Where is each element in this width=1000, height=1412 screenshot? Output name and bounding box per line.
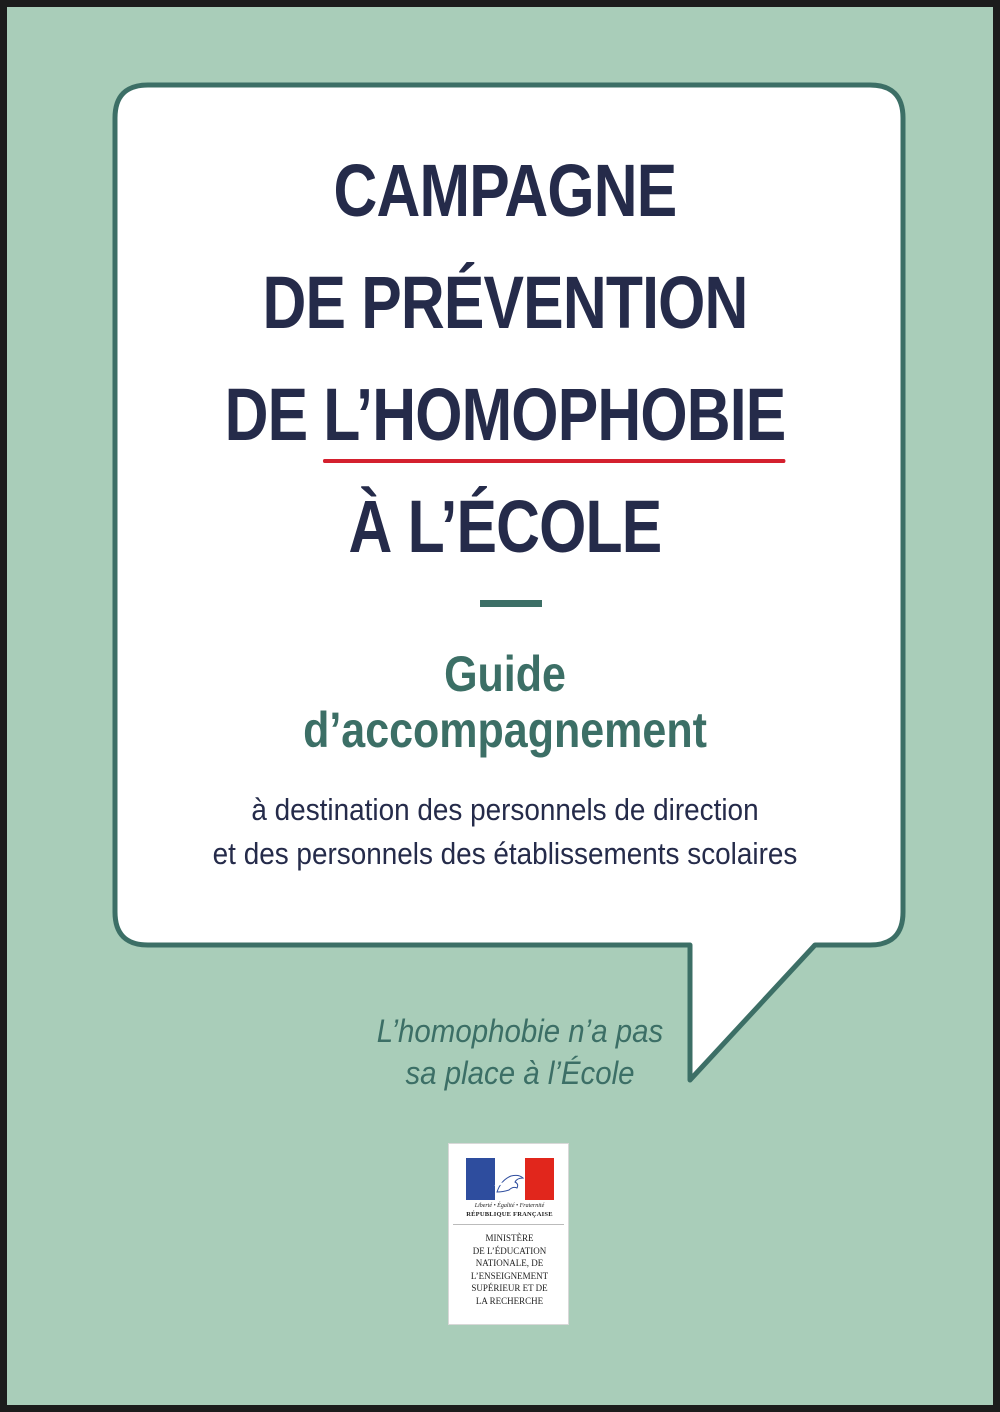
marianne-profile-icon xyxy=(493,1166,527,1196)
logo-divider xyxy=(453,1224,564,1225)
audience-subtitle xyxy=(150,788,861,876)
guide-line-2: d’accompagnement xyxy=(303,702,707,758)
guide-title xyxy=(165,646,844,758)
ministry-line: SUPÉRIEUR ET DE xyxy=(471,1283,548,1293)
republic-text: RÉPUBLIQUE FRANÇAISE xyxy=(466,1211,553,1218)
motto-text: Liberté • Égalité • Fraternité xyxy=(474,1203,545,1209)
subtitle-line-2: et des personnels des établissements scolaires xyxy=(212,836,798,871)
homophobie-word: L’HOMOPHOBIE xyxy=(323,373,786,456)
title-line-3-prefix: DE xyxy=(224,373,324,456)
slogan-line-2: sa place à l’École xyxy=(405,1055,635,1091)
ministry-line: L’ENSEIGNEMENT xyxy=(470,1270,549,1281)
title-line-2: DE PRÉVENTION xyxy=(262,261,748,344)
ministry-line: NATIONALE, DE xyxy=(475,1258,544,1268)
title-line-3 xyxy=(181,359,829,471)
separator-dash xyxy=(480,600,542,607)
ministry-line: MINISTÈRE xyxy=(485,1233,534,1243)
ministry-name xyxy=(449,1232,570,1307)
homophobie-highlight xyxy=(323,359,785,471)
guide-line-1: Guide xyxy=(444,646,566,702)
red-underline xyxy=(323,459,785,463)
ministry-line: DE L’ÉDUCATION xyxy=(472,1245,547,1256)
ministry-logo xyxy=(448,1143,569,1325)
title-line-1: CAMPAGNE xyxy=(333,149,677,232)
campaign-title xyxy=(181,135,829,583)
title-line-4: À L’ÉCOLE xyxy=(348,485,662,568)
slogan xyxy=(318,1010,723,1094)
slogan-line-1: L’homophobie n’a pas xyxy=(376,1013,664,1049)
ministry-line: LA RECHERCHE xyxy=(475,1295,544,1306)
subtitle-line-1: à destination des personnels de direction xyxy=(251,792,759,827)
